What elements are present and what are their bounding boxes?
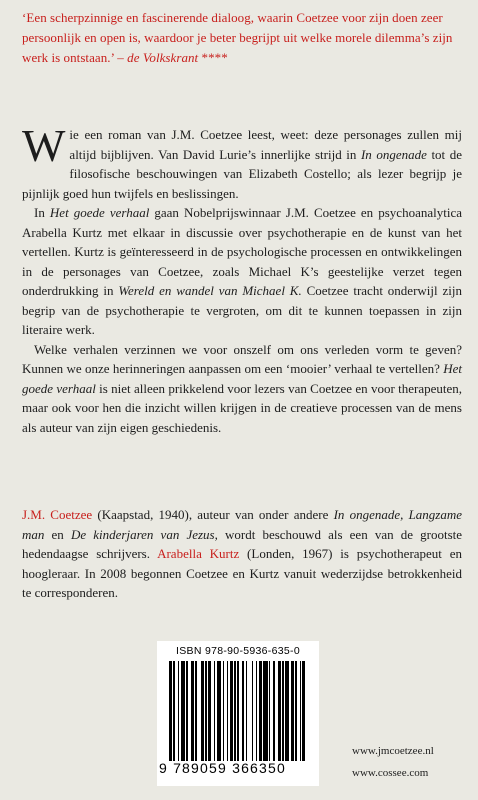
quote-stars: **** [201, 50, 228, 65]
barcode-bar [173, 661, 174, 761]
barcode-bar [282, 661, 283, 761]
blurb-paragraph-2: In Het goede verhaal gaan Nobelprijswinnaar J.M. Coetzee en psychoanalytica Arabella Kurtz met elkaar in discussie over psychotherapie en de kunst van het vertellen. Kurtz is geïnteresseerd in de psychologische processen en ontwikkelingen in de personages van Coetzee, zoals Michael K’s geestelijke verzet tegen onderdrukking in Wereld en wandel van Michael K. Coetzee tracht onderwijl zijn begrip van de psychotherapie te vergroten, om dit te kunnen toepassen in zijn literaire werk. [22, 205, 462, 337]
barcode-bar [246, 661, 247, 761]
barcode-bar [269, 661, 270, 761]
isbn-label: ISBN 978-90-5936-635-0 [176, 645, 300, 657]
blurb-paragraph-3: Welke verhalen verzinnen we voor onszelf om ons verleden vorm te geven? Kunnen we onze herinneringen aanpassen om een ‘mooier’ verhaal te vertellen? Het goede verhaal is niet alleen prikkelend voor lezers van Coetzee en voor therapeuten, maar ook voor hen die inzicht willen krijgen in de creatieve processen van de mens als auteur van zijn eigen geschiedenis. [22, 341, 462, 435]
barcode-bar [237, 661, 238, 761]
author-name-coetzee: J.M. Coetzee [22, 507, 93, 522]
barcode-bar [273, 661, 274, 761]
drop-cap: W [22, 120, 66, 171]
barcode-bar [208, 661, 211, 761]
blurb-paragraph-1: Wie een roman van J.M. Coetzee leest, weet: deze personages zullen mij altijd bijblijven. Van David Lurie’s innerlijke strijd in In ongenade tot de filosofische beschouwingen van Elizabeth Costello; als lezer begrijp je pijnlijk goed hun twijfels en beslissingen. [22, 120, 462, 201]
author-name-kurtz: Arabella Kurtz [157, 546, 240, 561]
barcode-digits: 9 789059 366350 [159, 760, 286, 776]
barcode-bar [242, 661, 245, 761]
barcode-bar [295, 661, 296, 761]
barcode-bar [285, 661, 289, 761]
author-website: www.jmcoetzee.nl [352, 745, 434, 757]
barcode-bar [181, 661, 185, 761]
barcode-bar [169, 661, 172, 761]
barcode-bar [227, 661, 228, 761]
barcode-bar [230, 661, 233, 761]
barcode-bars [169, 661, 313, 761]
barcode-bar [195, 661, 196, 761]
barcode-bar [300, 661, 301, 761]
barcode-bar [259, 661, 262, 761]
barcode-bar [263, 661, 267, 761]
author-bio-paragraph: J.M. Coetzee (Kaapstad, 1940), auteur van onder andere In ongenade, Langzame man en De kinderjaren van Jezus, wordt beschouwd als een van de grootste hedendaagse schrijvers. Arabella Kurtz (Londen, 1967) is psychotherapeut en hoogleraar. In 2008 begonnen Coetzee en Kurtz vanuit wederzijdse betrokkenheid te corresponderen. [22, 507, 463, 600]
barcode-bar [291, 661, 294, 761]
barcode-bar [178, 661, 179, 761]
barcode-bar [201, 661, 204, 761]
press-quote [22, 8, 462, 68]
publisher-website: www.cossee.com [352, 767, 429, 779]
barcode-bar [252, 661, 253, 761]
barcode-bar [223, 661, 224, 761]
barcode-bar [256, 661, 257, 761]
blurb [22, 120, 462, 437]
barcode-bar [191, 661, 194, 761]
quote-source: de Volkskrant [127, 50, 199, 65]
barcode-bar [186, 661, 187, 761]
barcode-bar [302, 661, 305, 761]
barcode-bar [214, 661, 215, 761]
barcode-bar [234, 661, 235, 761]
barcode-bar [205, 661, 206, 761]
publisher-links [352, 740, 434, 784]
author-bios [22, 505, 462, 603]
quote-text: ‘Een scherpzinnige en fascinerende dialoog, waarin Coetzee voor zijn doen zeer persoonlijk en open is, waardoor je beter begrijpt uit welke morele dilemma’s zijn werk is ontstaan.’ – [22, 10, 453, 65]
isbn-barcode [157, 641, 319, 786]
barcode-bar [278, 661, 281, 761]
barcode-bar [217, 661, 221, 761]
